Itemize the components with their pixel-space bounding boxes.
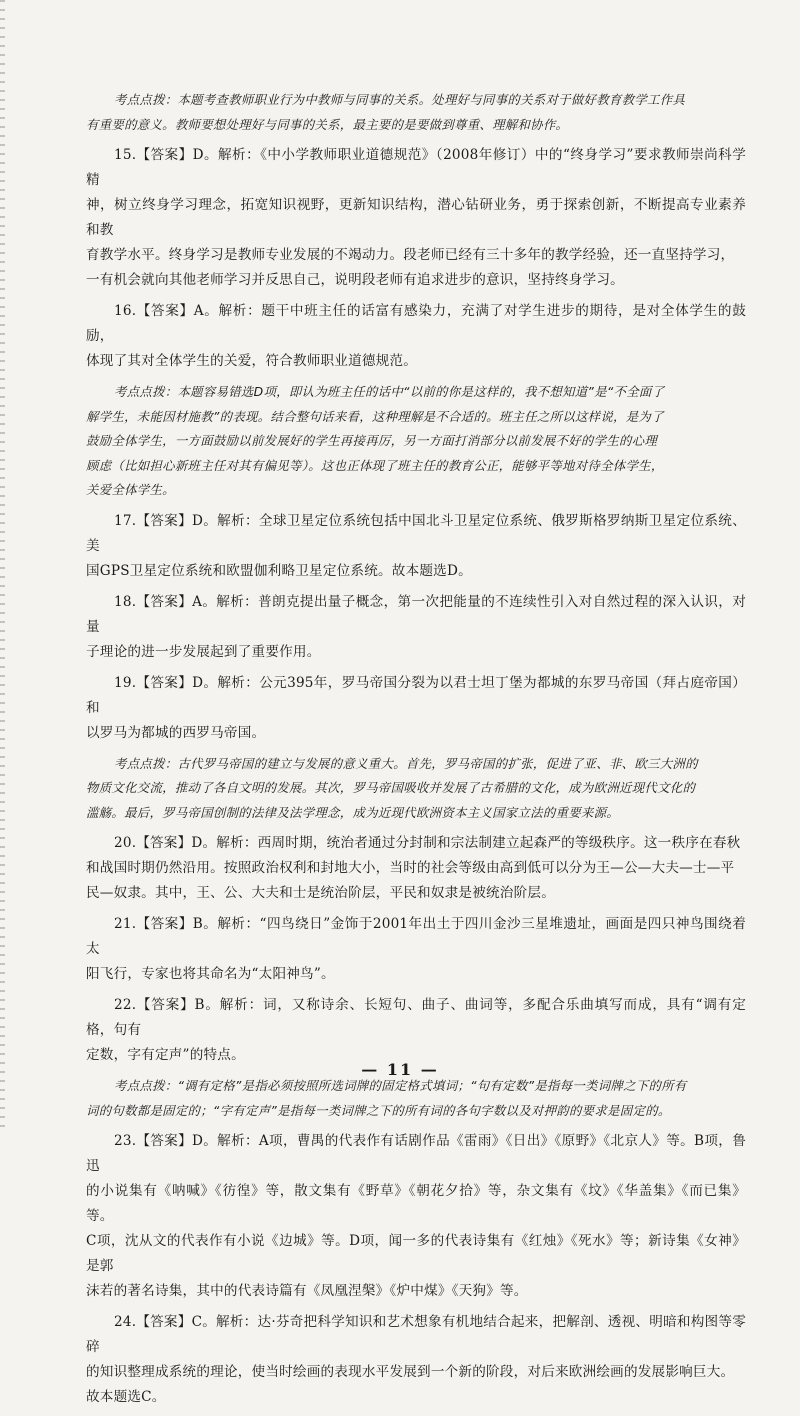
- text-line: 15.【答案】D。解析：《中小学教师职业道德规范》（2008年修订）中的“终身学习”要求教师崇尚科学精: [86, 147, 746, 188]
- page-number: — 11 —: [361, 1060, 439, 1079]
- answer-item: [86, 993, 746, 1068]
- text-line: 定数，字有定声”的特点。: [86, 1047, 245, 1063]
- text-line: 23.【答案】D。解析：A项，曹禺的代表作有话剧作品《雷雨》《日出》《原野》《北京人》等。B项，鲁迅: [86, 1133, 746, 1174]
- key-point-note: [86, 1074, 746, 1123]
- text-line: 考点点拨：本题考查教师职业行为中教师与同事的关系。处理好与同事的关系对于做好教育教学工作具: [114, 92, 686, 107]
- text-line: 19.【答案】D。解析：公元395年，罗马帝国分裂为以君士坦丁堡为都城的东罗马帝国（拜占庭帝国）和: [86, 674, 746, 716]
- answer-item: [86, 1310, 746, 1410]
- text-line: 的小说集有《呐喊》《彷徨》等，散文集有《野草》《朝花夕拾》等，杂文集有《坟》《华盖集》《而已集》等。: [86, 1183, 746, 1224]
- text-line: 20.【答案】D。解析：西周时期，统治者通过分封制和宗法制建立起森严的等级秩序。这一秩序在春秋: [114, 835, 741, 851]
- text-line: 24.【答案】C。解析：达·芬奇把科学知识和艺术想象有机地结合起来，把解剖、透视、明暗和构图等零碎: [86, 1314, 746, 1355]
- text-line: 体现了其对全体学生的关爱，符合教师职业道德规范。: [86, 353, 418, 369]
- key-point-note: [86, 752, 746, 826]
- answer-explanations: [86, 88, 746, 1416]
- text-line: 神，树立终身学习理念，拓宽知识视野，更新知识结构，潜心钻研业务，勇于探索创新，不断提高专业素养和教: [86, 197, 746, 238]
- scan-edge-artifact: [0, 0, 5, 1130]
- text-line: 一有机会就向其他老师学习并反思自己，说明段老师有追求进步的意识，坚持终身学习。: [86, 272, 624, 288]
- text-line: 沫若的著名诗集，其中的代表诗篇有《凤凰涅槃》《炉中煤》《天狗》等。: [86, 1283, 528, 1299]
- text-line: 考点点拨：“调有定格”是指必须按照所选词牌的固定格式填词；“句有定数”是指每一类词牌之下的所有: [114, 1078, 687, 1093]
- text-line: 国GPS卫星定位系统和欧盟伽利略卫星定位系统。故本题选D。: [86, 562, 472, 579]
- text-line: 18.【答案】A。解析：普朗克提出量子概念，第一次把能量的不连续性引入对自然过程的深入认识，对量: [86, 593, 746, 635]
- text-line: 21.【答案】B。解析：“四鸟绕日”金饰于2001年出土于四川金沙三星堆遗址，画面是四只神鸟围绕着太: [86, 916, 746, 957]
- answer-item: [86, 1129, 746, 1304]
- text-line: 的知识整理成系统的理论，使当时绘画的表现水平发展到一个新的阶段，对后来欧洲绘画的发展影响巨大。: [86, 1364, 735, 1380]
- text-line: 子理论的进一步发展起到了重要作用。: [86, 643, 321, 660]
- text-line: 物质文化交流，推动了各自文明的发展。其次，罗马帝国吸收并发展了古希腊的文化，成为欧洲近现代文化的: [86, 780, 696, 795]
- text-line: 鼓励全体学生，一方面鼓励以前发展好的学生再接再厉，另一方面打消部分以前发展不好的学生的心理: [86, 433, 658, 448]
- text-line: 顾虑（比如担心新班主任对其有偏见等）。这也正体现了班主任的教育公正，能够平等地对待全体学生，: [86, 457, 664, 473]
- answer-item: [86, 143, 746, 293]
- text-line: 和战国时期仍然沿用。按照政治权利和封地大小，当时的社会等级由高到低可以分为王—公—大夫—士—平: [86, 860, 735, 876]
- text-line: 关爱全体学生。: [86, 482, 175, 497]
- text-line: 有重要的意义。教师要想处理好与同事的关系，最主要的是要做到尊重、理解和协作。: [86, 116, 569, 132]
- text-line: 词的句数都是固定的；“字有定声”是指每一类词牌之下的所有词的各句字数以及对押韵的要求是固定的。: [86, 1102, 671, 1118]
- key-point-note: [86, 88, 746, 137]
- text-line: 解学生，未能因材施教”的表现。结合整句话来看，这种理解是不合适的。班主任之所以这样说，是为了: [86, 408, 664, 424]
- text-line: 民—奴隶。其中，王、公、大夫和士是统治阶层，平民和奴隶是被统治阶层。: [86, 885, 555, 901]
- text-line: 故本题选C。: [86, 1389, 166, 1405]
- text-line: C项，沈从文的代表作有小说《边城》等。D项，闻一多的代表诗集有《红烛》《死水》等；新诗集《女神》是郭: [86, 1233, 746, 1274]
- answer-item: [86, 912, 746, 987]
- answer-item: [86, 299, 746, 374]
- text-line: 以罗马为都城的西罗马帝国。: [86, 724, 266, 741]
- answer-item: [86, 671, 746, 746]
- answer-item: [86, 509, 746, 584]
- text-line: 16.【答案】A。解析：题干中班主任的话富有感染力，充满了对学生进步的期待，是对全体学生的鼓励，: [86, 303, 746, 344]
- key-point-note: [86, 380, 746, 503]
- text-line: 考点点拨：古代罗马帝国的建立与发展的意义重大。首先，罗马帝国的扩张，促进了亚、非、欧三大洲的: [114, 755, 698, 771]
- text-line: 17.【答案】D。解析：全球卫星定位系统包括中国北斗卫星定位系统、俄罗斯格罗纳斯卫星定位系统、美: [86, 512, 746, 554]
- text-line: 考点点拨：本题容易错选D项，即认为班主任的话中“以前的你是这样的，我不想知道”是“不全面了: [114, 384, 665, 399]
- text-line: 育教学水平。终身学习是教师专业发展的不竭动力。段老师已经有三十多年的教学经验，还一直坚持学习，: [86, 247, 735, 263]
- text-line: 滥觞。最后，罗马帝国创制的法律及法学理念，成为近现代欧洲资本主义国家立法的重要来源。: [86, 804, 620, 820]
- answer-item: [86, 831, 746, 906]
- answer-item: [86, 590, 746, 665]
- text-line: 22.【答案】B。解析：词，又称诗余、长短句、曲子、曲词等，多配合乐曲填写而成，具有“调有定格，句有: [86, 997, 746, 1038]
- text-line: 阳飞行，专家也将其命名为“太阳神鸟”。: [86, 966, 335, 982]
